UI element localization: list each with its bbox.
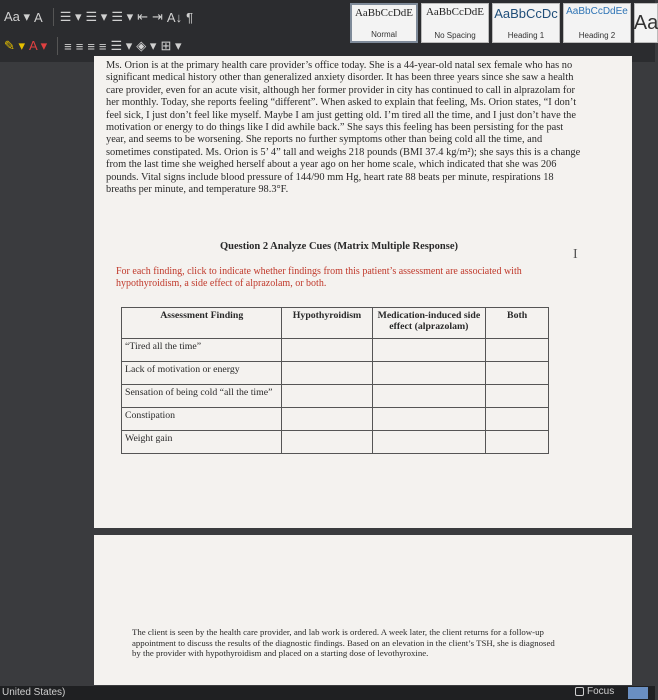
medication-cell[interactable]: [372, 339, 486, 362]
text-cursor-icon: I: [573, 247, 578, 262]
table-row: [122, 385, 549, 408]
hypothyroidism-cell[interactable]: [282, 431, 372, 454]
table-row: [122, 431, 549, 454]
style-heading-1[interactable]: [492, 3, 560, 43]
medication-cell[interactable]: [372, 408, 486, 431]
style-name: Heading 1: [507, 31, 545, 40]
multilevel-list-button[interactable]: ☰ ▾: [111, 9, 134, 24]
font-size-button[interactable]: Aa ▾: [4, 9, 31, 24]
sort-button[interactable]: A↓: [166, 9, 183, 25]
hypothyroidism-cell[interactable]: [282, 385, 372, 408]
style-sample: AaBbCcDc: [494, 6, 558, 21]
align-left-button[interactable]: ≡: [64, 38, 72, 54]
decrease-indent-button[interactable]: ⇤: [137, 9, 149, 24]
medication-cell[interactable]: [372, 431, 486, 454]
table-row: [122, 362, 549, 385]
question-title: Question 2 Analyze Cues (Matrix Multiple Response): [220, 241, 458, 252]
header-medication-side-effect: Medication-induced side effect (alprazolam): [372, 308, 486, 339]
ribbon-divider: [53, 8, 54, 26]
style-sample: AaBbCcDdE: [354, 7, 414, 19]
header-hypothyroidism: Hypothyroidism: [282, 308, 372, 339]
hypothyroidism-cell[interactable]: [282, 339, 372, 362]
language-status[interactable]: United States): [2, 687, 66, 698]
clear-formatting-button[interactable]: A: [34, 9, 43, 25]
focus-icon: [575, 687, 584, 696]
focus-mode-button[interactable]: [575, 686, 614, 697]
justify-button[interactable]: ≡: [98, 38, 107, 54]
focus-label: Focus: [587, 686, 615, 697]
medication-cell[interactable]: [372, 362, 486, 385]
style-sample: AaBbCcDdE: [425, 6, 485, 18]
finding-cell: “Tired all the time”: [122, 339, 282, 362]
style-name: No Spacing: [434, 31, 476, 40]
medication-cell[interactable]: [372, 385, 486, 408]
show-formatting-marks-button[interactable]: ¶: [186, 9, 194, 25]
style-heading-2[interactable]: [563, 3, 631, 43]
bullets-button[interactable]: ☰ ▾: [59, 9, 82, 24]
question-instructions: For each finding, click to indicate whether findings from this patient’s assessment are associated with hypothyroidism, a side effect of alprazolam, or both.: [116, 266, 522, 289]
finding-cell: Lack of motivation or energy: [122, 362, 282, 385]
styles-more-button[interactable]: Aa: [634, 3, 658, 43]
style-name: Normal: [371, 30, 397, 39]
both-cell[interactable]: [486, 431, 549, 454]
style-normal[interactable]: [350, 3, 418, 43]
both-cell[interactable]: [486, 385, 549, 408]
both-cell[interactable]: [486, 362, 549, 385]
status-bar: [0, 686, 655, 700]
style-name: Heading 2: [578, 31, 616, 40]
style-no-spacing[interactable]: [421, 3, 489, 43]
header-assessment-finding: Assessment Finding: [122, 308, 282, 339]
font-color-button[interactable]: A ▾: [29, 38, 48, 53]
both-cell[interactable]: [486, 408, 549, 431]
case-paragraph: Ms. Orion is at the primary health care provider’s office today. She is a 44-year-old natal sex female who has no significant medical history other than generalized anxiety disorder. It has been three years since she saw a health care provider, even for an acute visit, although her former provider in city has continued to call in alprazolam for her monthly. Today, she reports feeling “different”. When asked to explain that feeling, Ms. Orion states, “I don’t feel sick, I just don’t feel like myself. Maybe I am just getting old. I’m tired all the time, and I just don’t have the motivation or energy to do things like I did awhile back.” She says this feeling has been persisting for the past year, and seems to be worsening. She reports no further symptoms other than being cold all the time, and sometimes constipated. Ms. Orion is 5’ 4” tall and weighs 218 pounds (BMI 37.4 kg/m²); she says this is a change from the last time she weighed herself about a year ago on her home scale, which indicated that she was 206 pounds. Vital signs include blood pressure of 144/90 mm Hg, heart rate 88 beats per minute, respirations 18 breaths per minute, and temperature 98.3°F.: [106, 60, 581, 196]
finding-cell: Sensation of being cold “all the time”: [122, 385, 282, 408]
print-layout-icon[interactable]: [628, 687, 648, 699]
align-right-button[interactable]: ≡: [87, 38, 95, 54]
ribbon-row-1: [0, 4, 197, 30]
ribbon-divider: [57, 37, 58, 55]
increase-indent-button[interactable]: ⇥: [152, 9, 163, 24]
table-header-row: [122, 308, 549, 339]
numbering-button[interactable]: ☰ ▾: [85, 9, 108, 24]
hypothyroidism-cell[interactable]: [282, 362, 372, 385]
line-spacing-button[interactable]: ☰ ▾: [110, 38, 133, 53]
style-sample: AaBbCcDdEe: [566, 6, 628, 17]
document-page-2[interactable]: [94, 535, 632, 685]
highlight-color-button[interactable]: ✎ ▾: [4, 38, 26, 53]
finding-cell: Constipation: [122, 408, 282, 431]
table-row: [122, 339, 549, 362]
followup-paragraph: The client is seen by the health care provider, and lab work is ordered. A week later, the client returns for a follow-up appointment to discuss the results of the diagnostic findings. Based on an elevation in the client’s TSH, she is diagnosed by the provider with hypothyroidism and placed on a starting dose of levothyroxine.: [132, 627, 555, 659]
borders-button[interactable]: ⊞ ▾: [160, 38, 182, 53]
ribbon: [0, 0, 658, 62]
table-row: [122, 408, 549, 431]
header-both: Both: [486, 308, 549, 339]
document-page[interactable]: [94, 56, 632, 528]
hypothyroidism-cell[interactable]: [282, 408, 372, 431]
finding-cell: Weight gain: [122, 431, 282, 454]
shading-button[interactable]: ◈ ▾: [136, 38, 157, 53]
align-center-button[interactable]: ≡: [75, 38, 84, 54]
matrix-table: [121, 307, 549, 454]
styles-gallery: [350, 3, 658, 45]
both-cell[interactable]: [486, 339, 549, 362]
